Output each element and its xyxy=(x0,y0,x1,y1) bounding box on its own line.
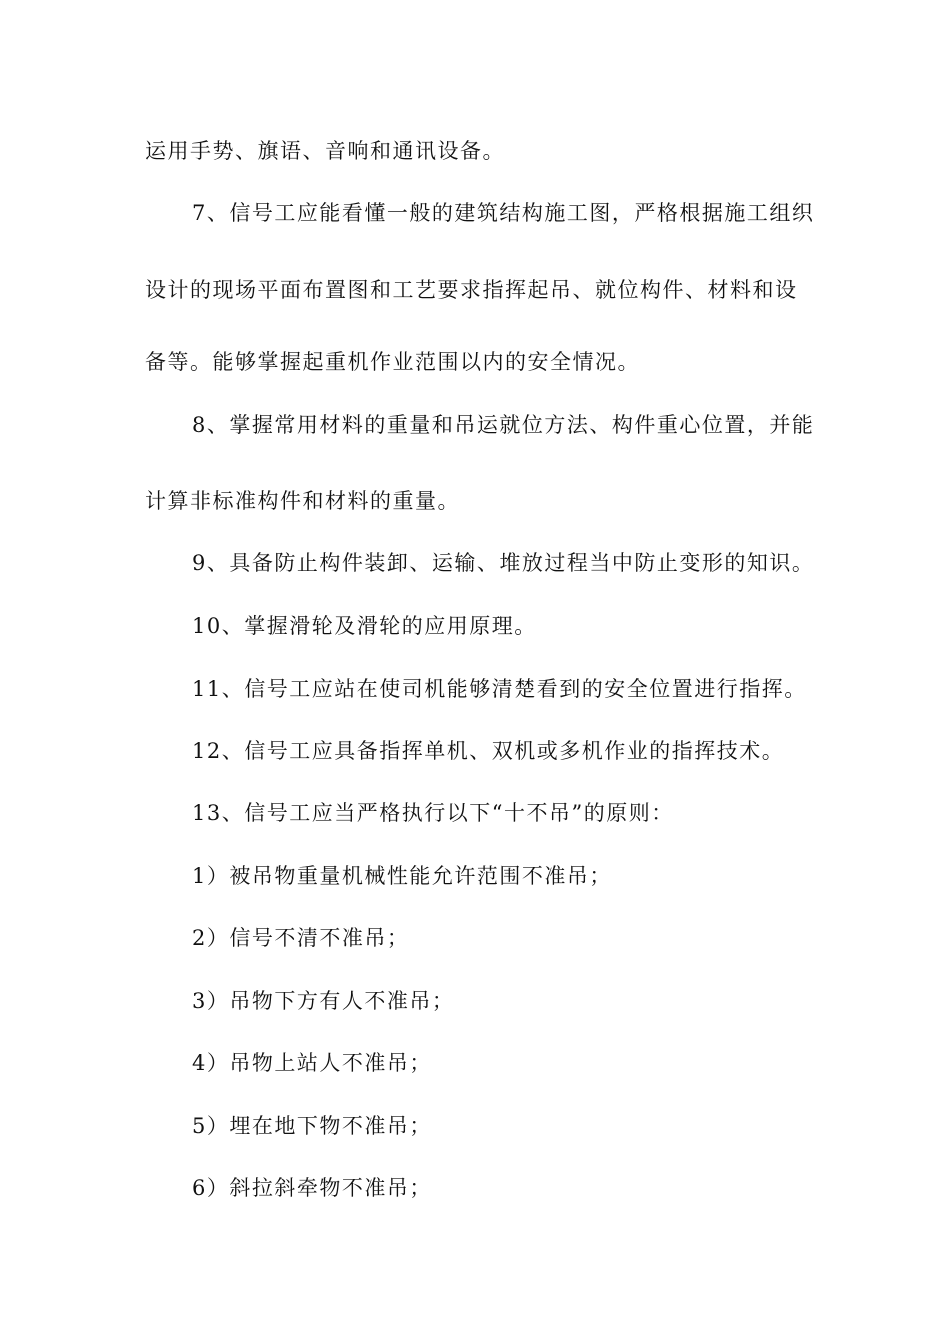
paragraph-line: 设计的现场平面布置图和工艺要求指挥起吊、就位构件、材料和设 xyxy=(145,278,798,302)
paragraph-line: 10、掌握滑轮及滑轮的应用原理。 xyxy=(192,614,537,638)
paragraph-line: 9、具备防止构件装卸、运输、堆放过程当中防止变形的知识。 xyxy=(192,551,815,575)
paragraph-line: 计算非标准构件和材料的重量。 xyxy=(145,489,460,513)
list-item: 6）斜拉斜牵物不准吊； xyxy=(192,1176,432,1200)
list-item: 4）吊物上站人不准吊； xyxy=(192,1051,432,1075)
paragraph-line: 8、掌握常用材料的重量和吊运就位方法、构件重心位置，并能 xyxy=(192,413,815,437)
paragraph-line: 13、信号工应当严格执行以下“十不吊”的原则： xyxy=(192,801,674,825)
list-item: 1）被吊物重量机械性能允许范围不准吊； xyxy=(192,864,612,888)
list-item: 3）吊物下方有人不准吊； xyxy=(192,989,455,1013)
paragraph-line: 12、信号工应具备指挥单机、双机或多机作业的指挥技术。 xyxy=(192,739,785,763)
paragraph-line: 7、信号工应能看懂一般的建筑结构施工图，严格根据施工组织 xyxy=(192,201,815,225)
paragraph-line: 11、信号工应站在使司机能够清楚看到的安全位置进行指挥。 xyxy=(192,677,807,701)
list-item: 5）埋在地下物不准吊； xyxy=(192,1114,432,1138)
paragraph-line: 备等。能够掌握起重机作业范围以内的安全情况。 xyxy=(145,350,640,374)
list-item: 2）信号不清不准吊； xyxy=(192,926,410,950)
paragraph-line: 运用手势、旗语、音响和通讯设备。 xyxy=(145,139,505,163)
